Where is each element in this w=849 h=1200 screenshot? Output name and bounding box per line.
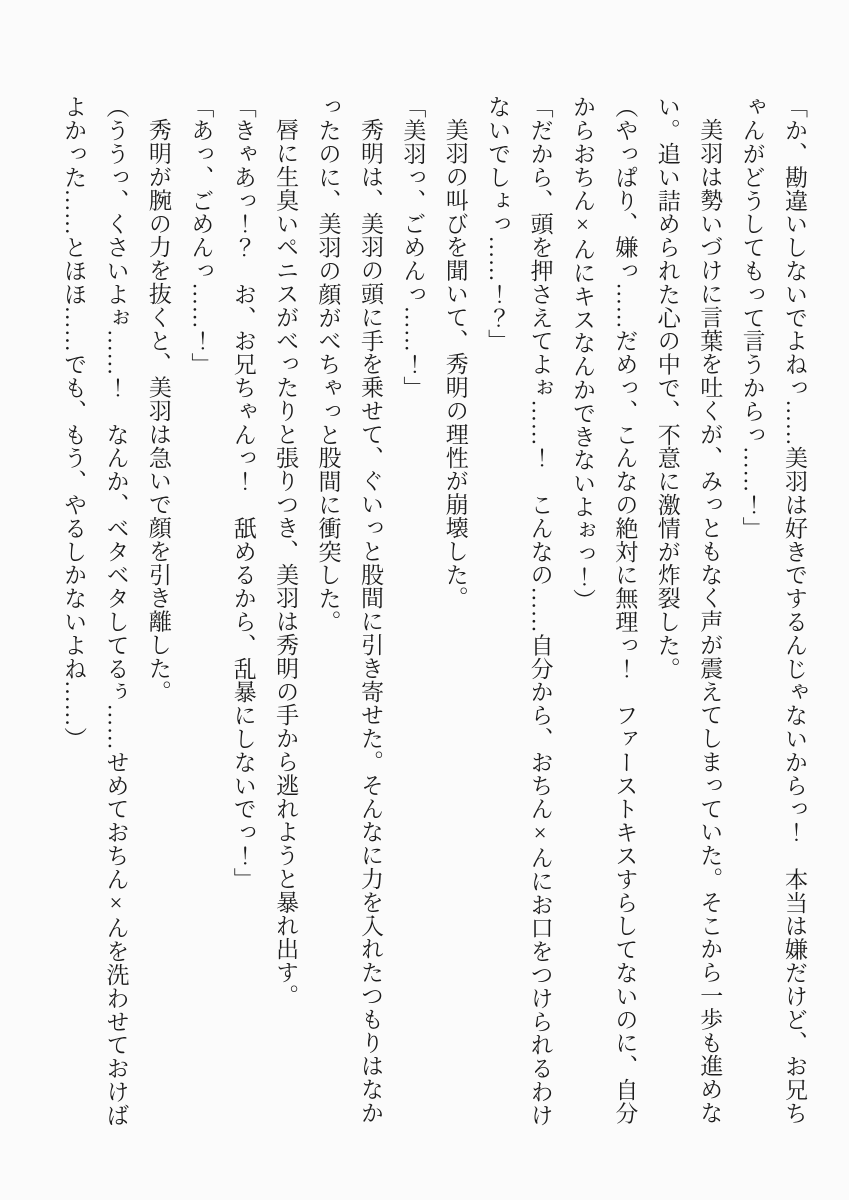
text-line: （ううっ、くさいよぉ……！ なんか、ベタベタしてるぅ……せめておちん×んを洗わせておけば [103, 95, 129, 1127]
vertical-text-block [52, 95, 815, 1129]
text-line: 「だから、頭を押さえてよぉ……！ こんなの……自分から、おちん×んにお口をつけられるわけ [527, 95, 553, 1127]
text-line: 美羽は勢いづけに言葉を吐くが、みっともなく声が震えてしまっていた。そこから一歩も進めな [697, 118, 723, 1125]
text-line: ゃんがどうしてもって言うからっ……！」 [739, 95, 765, 540]
text-line: 「か、勘違いしないでよねっ……美羽は好きでするんじゃないからっ！ 本当は嫌だけど、お兄ち [782, 95, 807, 1125]
text-line: 唇に生臭いペニスがべったりと張りつき、美羽は秀明の手から逃れようと暴れ出す。 [273, 118, 299, 1008]
text-line: 「美羽っ、ごめんっ……！」 [400, 95, 426, 400]
text-line: ないでしょっ……！？」 [485, 95, 511, 353]
text-line: からおちん×んにキスなんかできないよぉっ！） [569, 95, 595, 612]
text-line: 美羽の叫びを聞いて、秀明の理性が崩壊した。 [442, 118, 468, 610]
text-line: 秀明が腕の力を抜くと、美羽は急いで顔を引き離した。 [145, 118, 171, 704]
text-line: ったのに、美羽の顔がべちゃっと股間に衝突した。 [315, 95, 341, 634]
text-line: 「あっ、ごめんっ……！」 [188, 95, 214, 376]
text-line: よかった……とほほ……でも、もう、やるしかないよね……） [61, 95, 87, 751]
text-line: （やっぱり、嫌っ……だめっ、こんなの絶対に無理っ！ ファーストキスすらしてないのに、自分 [612, 95, 638, 1125]
text-line: 「きゃあっ！？ お、お兄ちゃんっ！ 舐めるから、乱暴にしないでっ！」 [230, 95, 256, 891]
text-line: 秀明は、美羽の頭に手を乗せて、ぐいっと股間に引き寄せた。そんなに力を入れたつもりはなか [357, 118, 383, 1125]
text-line: い。追い詰められた心の中で、不意に激情が炸裂した。 [654, 95, 680, 680]
